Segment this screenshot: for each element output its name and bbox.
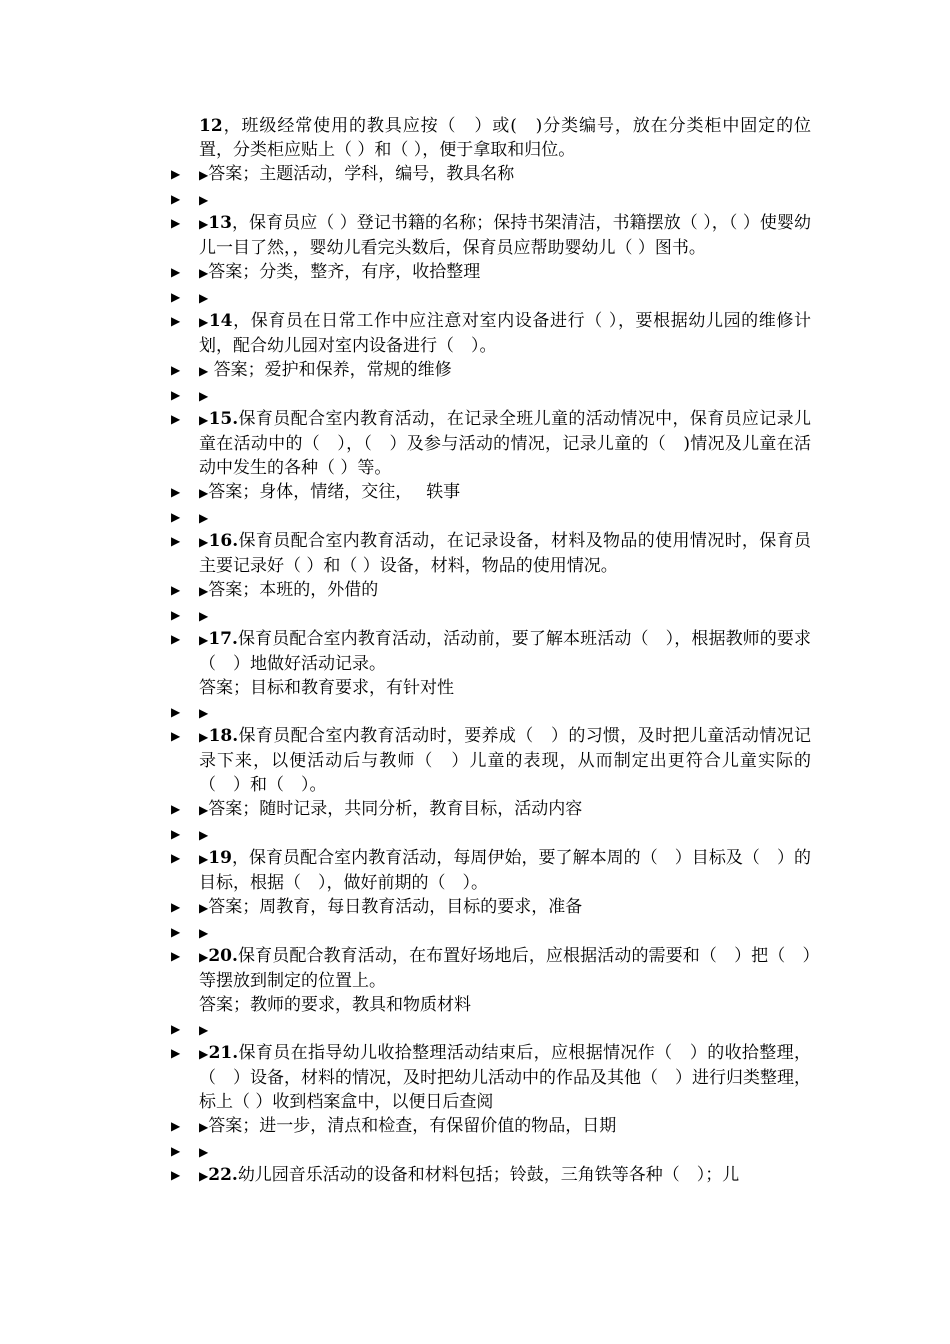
text-line [171,211,811,260]
question-number: 21. [208,1043,239,1063]
triangle-bullet-icon: ▶ [171,949,181,963]
line-text [199,260,811,285]
inline-bullet-icon: ▶ [199,389,209,403]
question-text: ，保育员应（ ）登记书籍的名称；保持书架清洁，书籍摆放（ ），（ ）使婴幼儿一目了然，，婴幼儿看完头数后，保育员应帮助婴幼儿（ ）图书。 [199,213,811,258]
text-line [171,846,811,895]
text-line [171,285,811,309]
triangle-bullet-icon: ▶ [171,412,181,426]
question-text: ，保育员在日常工作中应注意对室内设备进行（ ），要根据幼儿园的维修计划，配合幼儿园对室内设备进行（ ）。 [199,311,812,356]
inline-bullet-icon: ▶ [199,364,209,378]
margin-bullet-icon [171,603,199,627]
text-line [171,993,811,1017]
margin-bullet-icon [171,383,199,407]
question-number: 18. [208,726,239,746]
question-list [171,114,811,1188]
triangle-bullet-icon: ▶ [171,510,181,524]
question-text: ，班级经常使用的教具应按（ ）或( )分类编号，放在分类柜中固定的位置，分类柜应贴上（ ）和（ ），便于拿取和归位。 [199,116,811,160]
question-text: 答案；分类，整齐，有序，收拾整理 [208,262,481,282]
margin-bullet-icon [171,676,199,700]
question-text: 答案；教师的要求，教具和物质材料 [199,995,471,1015]
question-number: 19 [208,848,232,868]
triangle-bullet-icon: ▶ [171,265,181,279]
margin-bullet-icon [171,505,199,529]
line-text [199,920,811,944]
line-text [199,676,811,700]
text-line [171,822,811,846]
margin-bullet-icon [171,993,199,1017]
text-line [171,358,811,383]
inline-bullet-icon: ▶ [199,950,209,964]
line-text [199,1139,811,1163]
text-line [171,1017,811,1041]
line-text [199,1017,811,1041]
line-text [199,700,811,724]
line-text [199,822,811,846]
text-line [171,627,811,676]
line-text [199,285,811,309]
triangle-bullet-icon: ▶ [171,485,181,499]
triangle-bullet-icon: ▶ [171,802,181,816]
question-number: 15. [208,409,239,429]
question-number: 17. [208,629,238,649]
inline-bullet-icon: ▶ [199,1145,209,1159]
triangle-bullet-icon: ▶ [171,192,181,206]
margin-bullet-icon [171,1041,199,1114]
question-number: 22. [208,1165,238,1185]
inline-bullet-icon: ▶ [199,609,209,623]
text-line [171,1041,811,1114]
inline-bullet-icon: ▶ [199,1047,209,1061]
triangle-bullet-icon: ▶ [171,900,181,914]
triangle-bullet-icon: ▶ [171,534,181,548]
inline-bullet-icon: ▶ [199,1023,209,1037]
line-text [199,578,811,603]
inline-bullet-icon: ▶ [199,828,209,842]
text-line [171,1139,811,1163]
question-text: ，保育员配合室内教育活动，每周伊始，要了解本周的（ ）目标及（ ）的目标，根据（ ），做好前期的（ ）。 [199,848,811,893]
inline-bullet-icon: ▶ [199,584,209,598]
triangle-bullet-icon: ▶ [171,1119,181,1133]
inline-bullet-icon: ▶ [199,193,209,207]
inline-bullet-icon: ▶ [199,901,209,915]
text-line [171,1114,811,1139]
line-text [199,480,811,505]
question-text: 保育员配合室内教育活动，活动前，要了解本班活动（ ），根据教师的要求（ ）地做好活动记录。 [199,629,812,674]
line-text [199,993,811,1017]
inline-bullet-icon: ▶ [199,926,209,940]
question-text: 保育员配合教育活动，在布置好场地后，应根据活动的需要和（ ）把（ ）等摆放到制定的位置上。 [199,946,812,991]
triangle-bullet-icon: ▶ [171,1022,181,1036]
margin-bullet-icon [171,260,199,285]
triangle-bullet-icon: ▶ [171,583,181,597]
margin-bullet-icon [171,358,199,383]
text-line [171,505,811,529]
inline-bullet-icon: ▶ [199,1120,209,1134]
margin-bullet-icon [171,480,199,505]
text-line [171,700,811,724]
triangle-bullet-icon: ▶ [171,729,181,743]
line-text [199,1041,811,1114]
triangle-bullet-icon: ▶ [171,925,181,939]
text-line [171,162,811,187]
question-number: 13 [208,213,232,233]
triangle-bullet-icon: ▶ [171,632,181,646]
inline-bullet-icon: ▶ [199,266,209,280]
text-line [171,383,811,407]
inline-bullet-icon: ▶ [199,706,209,720]
text-line [171,529,811,578]
triangle-bullet-icon: ▶ [171,290,181,304]
triangle-bullet-icon: ▶ [171,851,181,865]
question-text: 保育员在指导幼儿收拾整理活动结束后，应根据情况作（ ）的收拾整理，（ ）设备，材料的情况，及时把幼儿活动中的作品及其他（ ）进行归类整理，标上（ ）收到档案盒中，以便日后查阅 [199,1043,811,1112]
inline-bullet-icon: ▶ [199,168,209,182]
margin-bullet-icon [171,1139,199,1163]
margin-bullet-icon [171,1017,199,1041]
text-line [171,895,811,920]
question-text: 答案；爱护和保养，常规的维修 [208,360,452,380]
triangle-bullet-icon: ▶ [171,1144,181,1158]
margin-bullet-icon [171,724,199,797]
inline-bullet-icon: ▶ [199,291,209,305]
text-line [171,676,811,700]
line-text [199,162,811,187]
line-text [199,1114,811,1139]
margin-bullet-icon [171,1163,199,1188]
inline-bullet-icon: ▶ [199,535,209,549]
question-text: 答案；身体，情绪，交往， 轶事 [208,482,461,502]
margin-bullet-icon [171,920,199,944]
text-line [171,724,811,797]
line-text [199,797,811,822]
line-text [199,505,811,529]
triangle-bullet-icon: ▶ [171,167,181,181]
inline-bullet-icon: ▶ [199,511,209,525]
line-text [199,1163,811,1188]
triangle-bullet-icon: ▶ [171,608,181,622]
line-text [199,895,811,920]
inline-bullet-icon: ▶ [199,486,209,500]
line-text [199,724,811,797]
inline-bullet-icon: ▶ [199,730,209,744]
question-number: 20. [208,946,238,966]
triangle-bullet-icon: ▶ [171,216,181,230]
inline-bullet-icon: ▶ [199,217,209,231]
triangle-bullet-icon: ▶ [171,314,181,328]
margin-bullet-icon [171,1114,199,1139]
margin-bullet-icon [171,700,199,724]
margin-bullet-icon [171,797,199,822]
inline-bullet-icon: ▶ [199,803,209,817]
text-line [171,114,811,162]
question-text: 答案；进一步，清点和检查，有保留价值的物品，日期 [208,1116,617,1136]
question-text: 答案；周教育，每日教育活动，目标的要求，准备 [208,897,583,917]
line-text [199,309,811,358]
question-text: 保育员配合室内教育活动时，要养成（ ）的习惯，及时把儿童活动情况记录下来，以便活动后与教师（ ）儿童的表现，从而制定出更符合儿童实际的（ ）和（ ）。 [199,726,811,795]
text-line [171,797,811,822]
text-line [171,920,811,944]
text-line [171,260,811,285]
margin-bullet-icon [171,211,199,260]
line-text [199,944,811,993]
margin-bullet-icon [171,285,199,309]
text-line [171,309,811,358]
margin-bullet-icon [171,627,199,676]
question-text: 幼儿园音乐活动的设备和材料包括；铃鼓，三角铁等各种（ ）；儿 [237,1165,740,1185]
text-line [171,407,811,480]
line-text [199,114,811,162]
margin-bullet-icon [171,944,199,993]
inline-bullet-icon: ▶ [199,315,209,329]
margin-bullet-icon [171,407,199,480]
line-text [199,529,811,578]
triangle-bullet-icon: ▶ [171,1168,181,1182]
triangle-bullet-icon: ▶ [171,363,181,377]
triangle-bullet-icon: ▶ [171,705,181,719]
text-line [171,603,811,627]
line-text [199,211,811,260]
text-line [171,578,811,603]
line-text [199,846,811,895]
question-text: 保育员配合室内教育活动，在记录设备，材料及物品的使用情况时，保育员主要记录好（ ）和（ ）设备，材料，物品的使用情况。 [199,531,811,576]
margin-bullet-icon [171,895,199,920]
text-line [171,480,811,505]
text-line [171,944,811,993]
question-text: 答案；随时记录，共同分析，教育目标，活动内容 [208,799,583,819]
margin-bullet-icon [171,187,199,211]
inline-bullet-icon: ▶ [199,1169,209,1183]
triangle-bullet-icon: ▶ [171,1046,181,1060]
margin-bullet-icon [171,309,199,358]
inline-bullet-icon: ▶ [199,413,209,427]
line-text [199,358,811,383]
question-text: 保育员配合室内教育活动，在记录全班儿童的活动情况中，保育员应记录儿童在活动中的（ ），（ ）及参与活动的情况，记录儿童的（ )情况及儿童在活动中发生的各种（ ）等。 [199,409,811,478]
margin-bullet-icon [171,822,199,846]
triangle-bullet-icon: ▶ [171,827,181,841]
line-text [199,603,811,627]
question-text: 答案；目标和教育要求，有针对性 [199,678,454,698]
inline-bullet-icon: ▶ [199,633,209,647]
margin-bullet-icon [171,578,199,603]
line-text [199,187,811,211]
inline-bullet-icon: ▶ [199,852,209,866]
line-text [199,627,811,676]
question-number: 14 [208,311,233,331]
margin-bullet-icon [171,162,199,187]
question-text: 答案；主题活动，学科，编号，教具名称 [208,164,515,184]
text-line [171,187,811,211]
question-text: 答案；本班的，外借的 [208,580,379,600]
line-text [199,407,811,480]
question-number: 12 [199,116,223,136]
margin-bullet-icon [171,114,199,162]
margin-bullet-icon [171,846,199,895]
triangle-bullet-icon: ▶ [171,388,181,402]
margin-bullet-icon [171,529,199,578]
question-number: 16. [208,531,239,551]
text-line [171,1163,811,1188]
line-text [199,383,811,407]
